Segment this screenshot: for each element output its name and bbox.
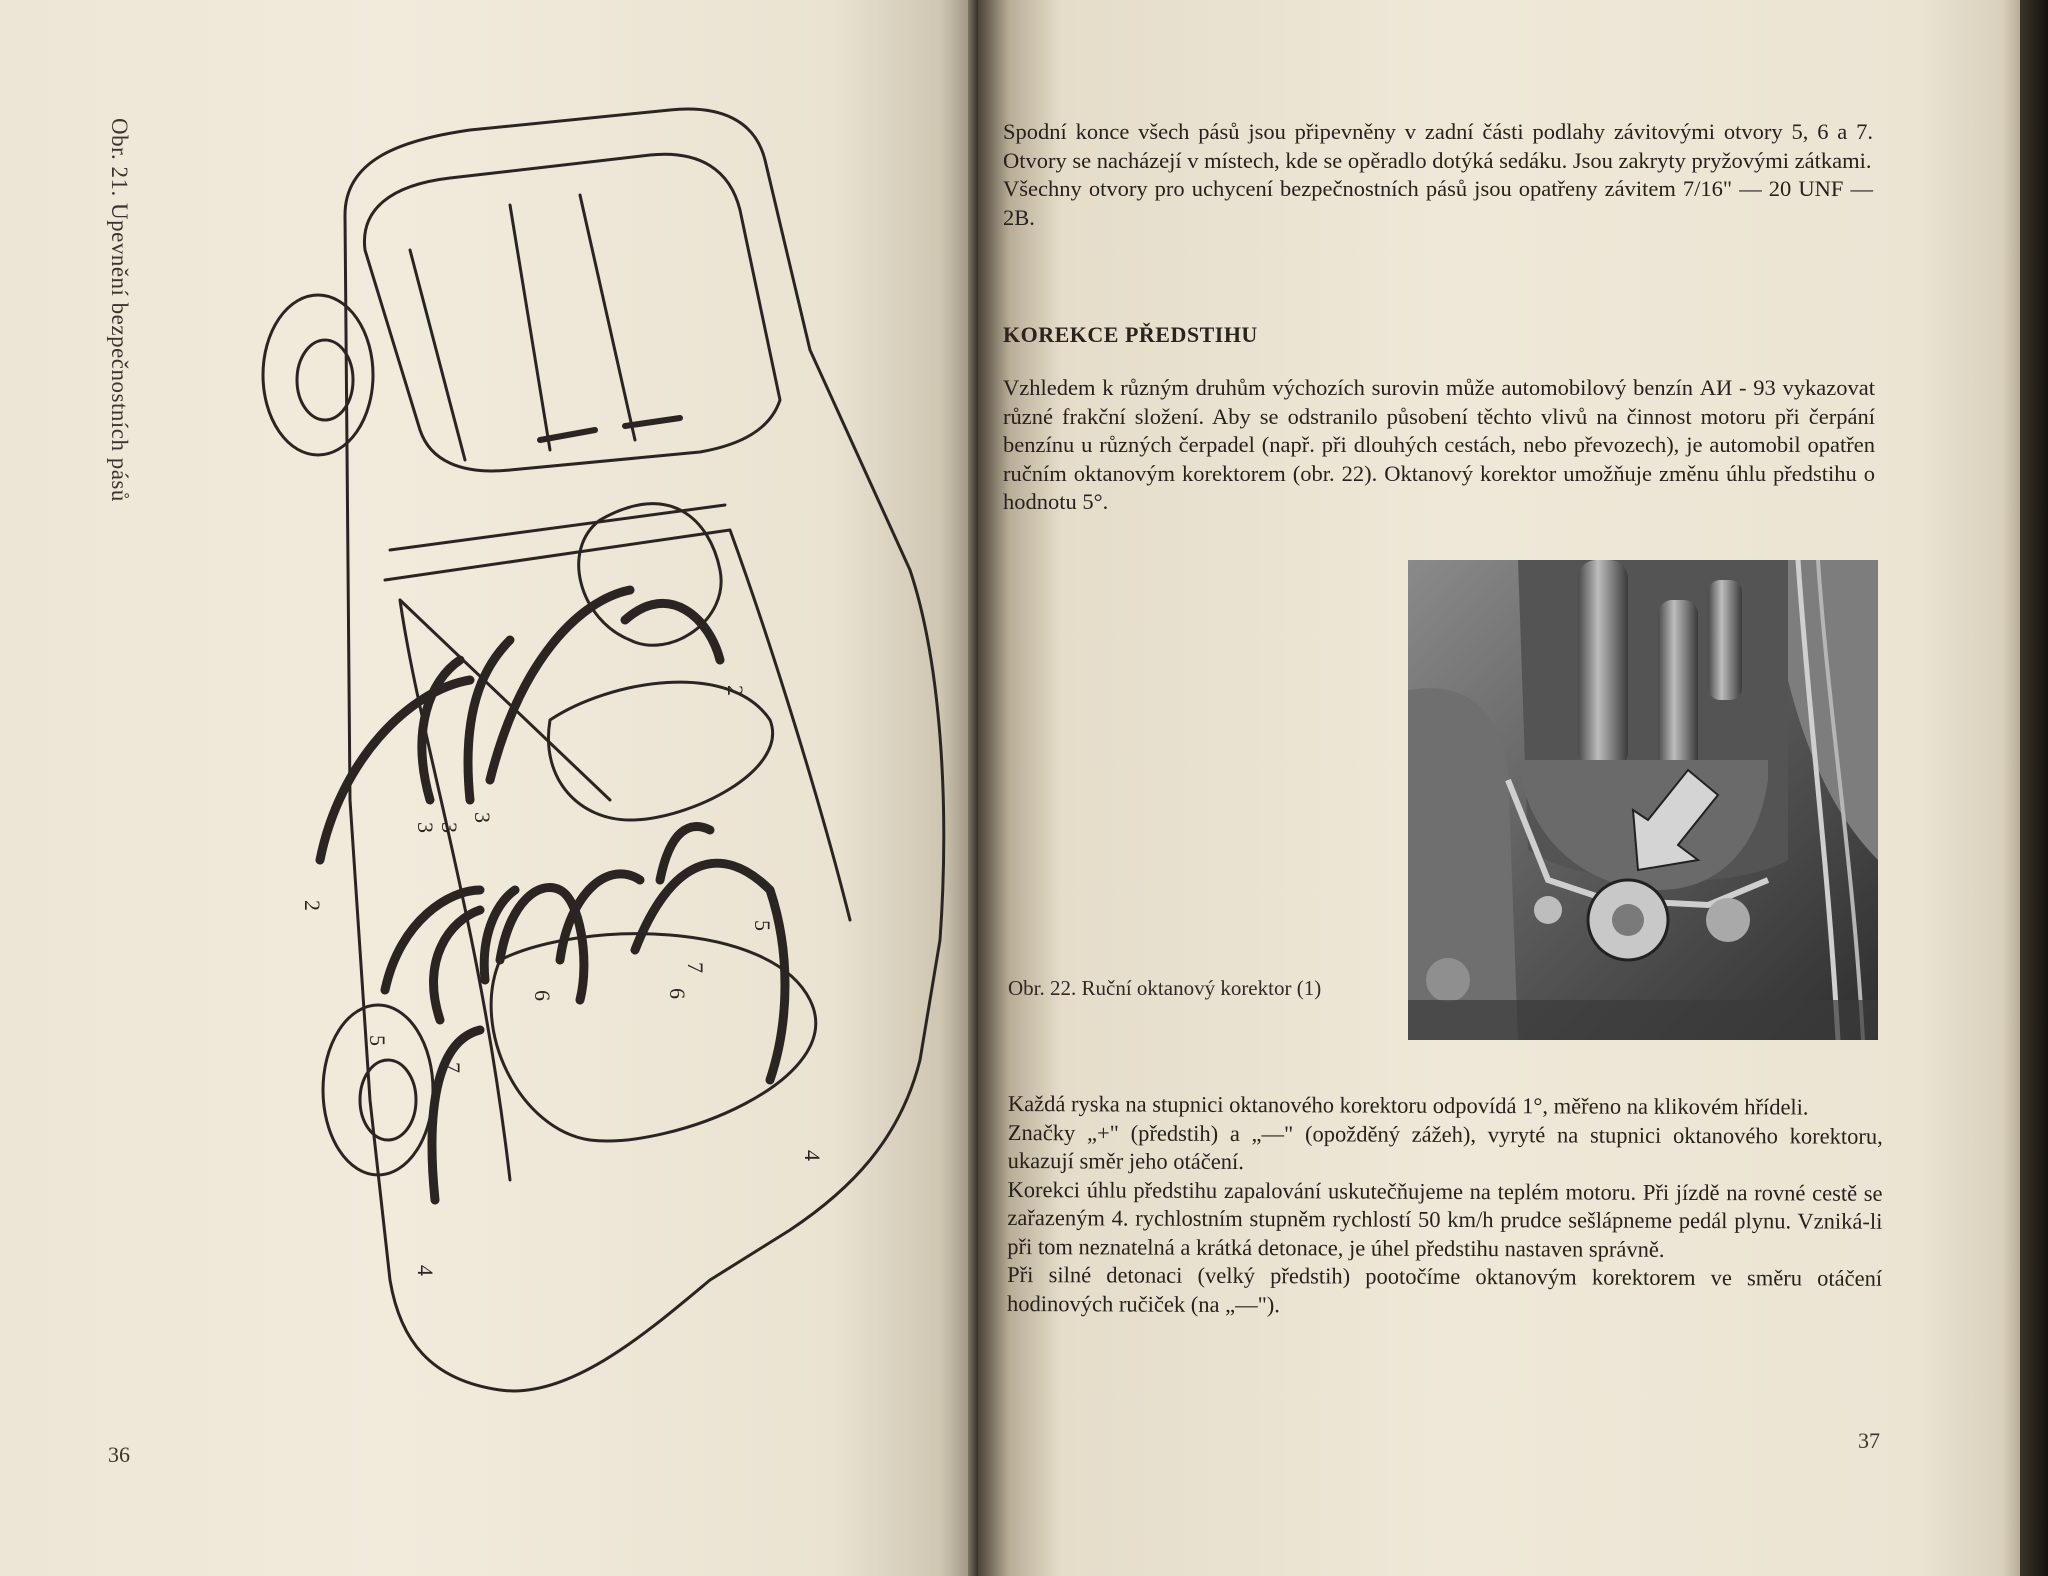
label-6-b: 6 — [665, 988, 690, 999]
photo-caption-number: Obr. 22. — [1008, 976, 1077, 1000]
procedure-text-1: Každá ryska na stupnici oktanového korektoru odpovídá 1°, měřeno na klikovém hřídeli. — [1007, 1091, 1809, 1120]
belt-right-shoulder — [625, 603, 720, 660]
belt-rear-a — [434, 910, 480, 1020]
photo-caption-text: Ruční oktanový korektor (1) — [1081, 976, 1322, 1000]
label-2-b: 2 — [723, 685, 748, 696]
label-3-c: 3 — [470, 812, 495, 823]
belt-rear-right — [635, 863, 785, 1080]
label-3-a: 3 — [413, 822, 438, 833]
belt-bottom — [432, 1030, 480, 1200]
seatbelt-text-2: Všechny otvory pro uchycení bezpečnostních pásů jsou opatřeny závitem 7/16" — 20 UNF — 2B. — [1003, 176, 1873, 230]
procedure-text-2: Značky „+" (předstih) a „—" (opožděný zážeh), vyryté na stupnici oktanového korektoru, ukazují směr jeho otáčení. — [1007, 1119, 1883, 1175]
octane-intro-paragraph — [1003, 374, 1875, 517]
label-4-b: 4 — [800, 1150, 825, 1161]
section-heading: KOREKCE PŘEDSTIHU — [1003, 322, 1258, 347]
label-2-a: 2 — [300, 900, 325, 911]
procedure-text-3: Korekci úhlu předstihu zapalování uskutečňujeme na teplém motoru. Při jízdě na rovné cestě se zařazeným 4. rychlostním stupněm rychlostí 50 km/h prudce sešlápneme pedál plynu. Vzniká-li při tom neznatelná a krátká detonace, je úhel předstihu nastaven správně. — [1007, 1176, 1883, 1262]
seatbelt-text-1: Spodní konce všech pásů jsou připevněny v zadní části podlahy závitovými otvory 5, 6 a 7. Otvory se nacházejí v místech, kde se opěradlo dotýká sedáku. Jsou zakryty pryžovými zátkami. — [1003, 119, 1873, 173]
seatbelt-paragraph — [1003, 118, 1873, 232]
rear-wheel — [263, 295, 373, 455]
label-6-a: 6 — [530, 990, 555, 1001]
label-7-a: 7 — [440, 1062, 465, 1073]
octane-procedure-paragraph — [1007, 1090, 1883, 1322]
label-4-a: 4 — [413, 1265, 438, 1276]
label-3-b: 3 — [437, 822, 462, 833]
belt-rear-d — [560, 874, 640, 960]
octane-intro-text: Vzhledem k různým druhům výchozích surovin může automobilový benzín АИ - 93 vykazovat různé frakční složení. Aby se odstranilo působení těchto vlivů na činnost motoru při čerpání benzínu u různých čerpadel (např. při dlouhých cestách, nebo převozech), je automobil opatřen ručním oktanovým korektorem (obr. 22). Oktanový korektor umožňuje změnu úhlu předstihu o hodnotu 5°. — [1003, 375, 1875, 514]
label-7-b: 7 — [683, 962, 708, 973]
photo-caption — [1008, 975, 1363, 1001]
left-page — [0, 0, 980, 1576]
procedure-text-4: Při silné detonaci (velký předstih) pootočíme oktanovým korektorem ve směru otáčení hodinových ručiček (na „—"). — [1007, 1261, 1883, 1317]
right-book-edge — [2020, 0, 2048, 1576]
figure-21-caption: Obr. 21. Upevnění bezpečnostních pásů — [107, 118, 132, 502]
page-number-left: 36 — [108, 1442, 130, 1467]
page-number-right: 37 — [1858, 1428, 1880, 1453]
octane-corrector-photo — [1408, 560, 1878, 1040]
car-seatbelt-diagram — [250, 100, 970, 1410]
label-5-b: 5 — [750, 920, 775, 931]
label-5-a: 5 — [365, 1035, 390, 1046]
